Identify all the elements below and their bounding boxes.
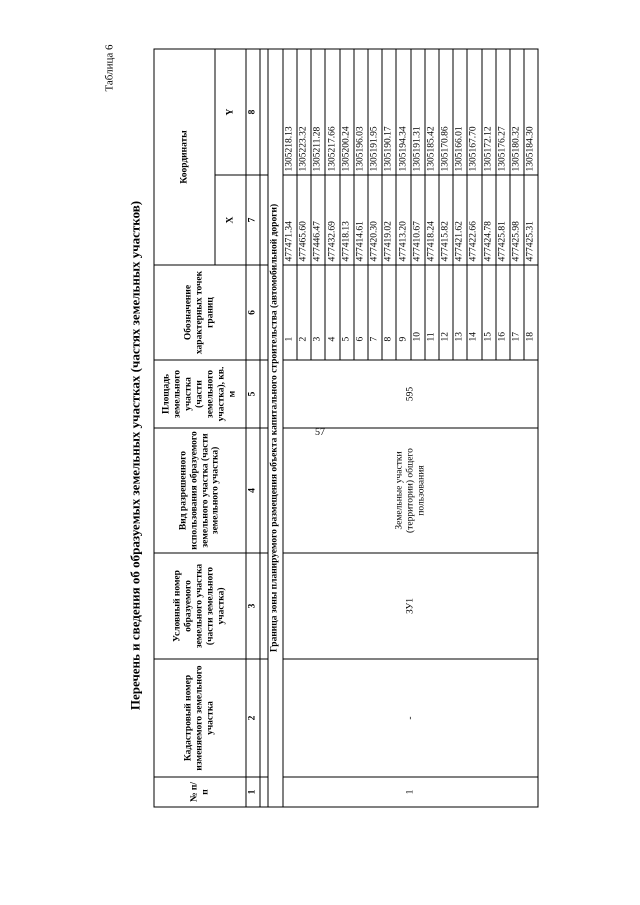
- header-area: Площадь земельного участка (части земельного участка), кв. м: [154, 360, 246, 428]
- point-number: 18: [524, 265, 538, 360]
- column-number: 3: [246, 553, 260, 659]
- point-number: 4: [325, 265, 339, 360]
- point-x: 477432.69: [325, 175, 339, 265]
- column-number: 1: [246, 777, 260, 807]
- header-index: № п/п: [154, 777, 246, 807]
- page-number: 57: [315, 427, 325, 438]
- parcel-permitted-use: Земельные участки (территории) общего пользования: [283, 428, 538, 553]
- point-number: 5: [340, 265, 354, 360]
- point-y: 1305191.95: [368, 49, 382, 175]
- point-number: 6: [354, 265, 368, 360]
- parcel-area: 595: [283, 360, 538, 428]
- point-y: 1305166.01: [453, 49, 467, 175]
- point-number: 1: [283, 265, 297, 360]
- column-number: 8: [246, 49, 260, 175]
- point-number: 8: [382, 265, 396, 360]
- point-y: 1305194.34: [396, 49, 410, 175]
- point-y: 1305170.86: [439, 49, 453, 175]
- point-number: 15: [482, 265, 496, 360]
- point-x: 477471.34: [283, 175, 297, 265]
- point-y: 1305200.24: [340, 49, 354, 175]
- point-x: 477420.30: [368, 175, 382, 265]
- header-coordinates: Координаты: [154, 49, 215, 265]
- column-number: 5: [246, 360, 260, 428]
- point-number: 9: [396, 265, 410, 360]
- point-number: 10: [411, 265, 425, 360]
- column-number: 4: [246, 428, 260, 553]
- point-number: 2: [297, 265, 311, 360]
- point-y: 1305180.32: [510, 49, 524, 175]
- point-x: 477425.81: [496, 175, 510, 265]
- section-title: Граница зоны планируемого размещения объекта капитального строительства (автомобильной дороги): [268, 49, 283, 807]
- doc-title: Перечень и сведения об образуемых земельных участках (частях земельных участков): [127, 200, 143, 711]
- point-x: 477418.24: [425, 175, 439, 265]
- point-number: 7: [368, 265, 382, 360]
- point-y: 1305217.66: [325, 49, 339, 175]
- point-y: 1305218.13: [283, 49, 297, 175]
- point-x: 477421.62: [453, 175, 467, 265]
- parcel-index: 1: [283, 777, 538, 807]
- point-x: 477425.98: [510, 175, 524, 265]
- point-y: 1305190.17: [382, 49, 396, 175]
- point-number: 13: [453, 265, 467, 360]
- point-x: 477446.47: [311, 175, 325, 265]
- point-y: 1305167.70: [467, 49, 481, 175]
- point-y: 1305176.27: [496, 49, 510, 175]
- parcel-conditional-number: ЗУ1: [283, 553, 538, 659]
- point-number: 3: [311, 265, 325, 360]
- point-x: 477413.20: [396, 175, 410, 265]
- header-conditional-number: Условный номер образуемого земельного участка (части земельного участка): [154, 553, 246, 659]
- point-x: 477425.31: [524, 175, 538, 265]
- point-y: 1305185.42: [425, 49, 439, 175]
- point-y: 1305184.30: [524, 49, 538, 175]
- point-x: 477419.02: [382, 175, 396, 265]
- header-x: X: [215, 175, 246, 265]
- header-cadastral: Кадастровый номер изменяемого земельного участка: [154, 659, 246, 777]
- point-x: 477465.60: [297, 175, 311, 265]
- column-number: 2: [246, 659, 260, 777]
- point-y: 1305172.12: [482, 49, 496, 175]
- header-permitted-use: Вид разрешенного использования образуемого земельного участка (части земельного участка): [154, 428, 246, 553]
- point-number: 14: [467, 265, 481, 360]
- rotated-content: [104, 45, 619, 867]
- point-x: 477415.82: [439, 175, 453, 265]
- point-x: 477424.78: [482, 175, 496, 265]
- point-y: 1305211.28: [311, 49, 325, 175]
- point-number: 12: [439, 265, 453, 360]
- point-x: 477418.13: [340, 175, 354, 265]
- point-number: 11: [425, 265, 439, 360]
- point-y: 1305191.31: [411, 49, 425, 175]
- column-number: 6: [246, 265, 260, 360]
- point-x: 477414.61: [354, 175, 368, 265]
- parcel-cadastral: -: [283, 659, 538, 777]
- table-row: [283, 49, 297, 807]
- header-y: Y: [215, 49, 246, 175]
- point-y: 1305196.03: [354, 49, 368, 175]
- point-number: 17: [510, 265, 524, 360]
- table-label: Таблица 6: [103, 44, 116, 92]
- parcel-table: [154, 48, 539, 807]
- point-number: 16: [496, 265, 510, 360]
- point-x: 477410.67: [411, 175, 425, 265]
- point-y: 1305223.32: [297, 49, 311, 175]
- column-number: 7: [246, 175, 260, 265]
- point-x: 477422.66: [467, 175, 481, 265]
- header-points: Обозначение характерных точек границ: [154, 265, 246, 360]
